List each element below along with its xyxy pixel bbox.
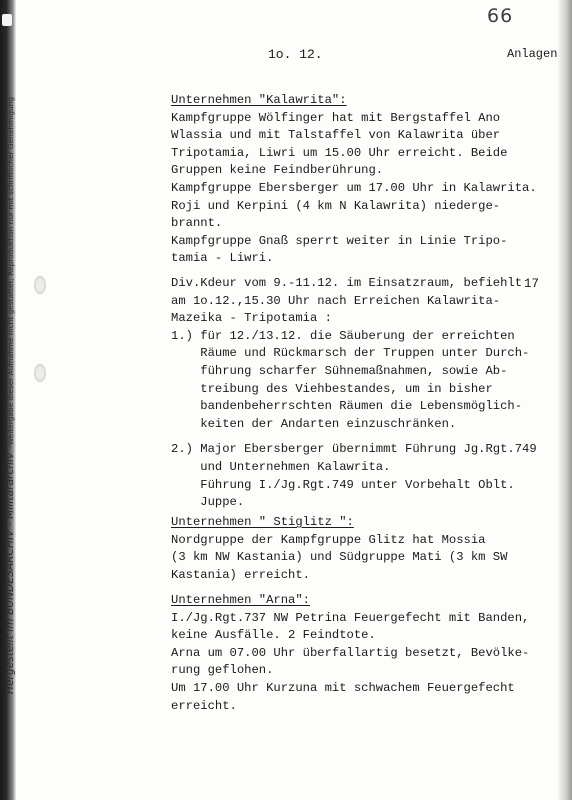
text-line: Arna um 07.00 Uhr überfallartig besetzt, Bevölke-: [171, 645, 530, 660]
text-line: tamia - Liwri.: [171, 251, 274, 266]
text-line: I./Jg.Rgt.737 NW Petrina Feuergefecht mit Banden,: [171, 610, 530, 625]
section-heading: Unternehmen "Arna":: [171, 593, 310, 607]
order-item-1: 1.) für 12./13.12. die Säuberung der erreichten: [171, 328, 515, 343]
text-line: Kastania) erreicht.: [171, 567, 310, 582]
section-arna: [171, 592, 531, 715]
text-line: führung scharfer Sühnemaßnahmen, sowie Ab-: [171, 363, 508, 378]
punch-hole-top: [34, 276, 46, 294]
text-line: bandenbeherrschten Räumen die Lebensmöglich-: [171, 399, 523, 414]
handwritten-page-number: 66: [487, 5, 514, 27]
section-stiglitz: [171, 514, 531, 584]
text-line: erreicht.: [171, 698, 237, 713]
section-kalawrita: [171, 92, 537, 268]
text-line: Um 17.00 Uhr Kurzuna mit schwachem Feuergefecht: [171, 680, 515, 695]
text-line: Räume und Rückmarsch der Truppen unter Durch-: [171, 346, 530, 361]
archive-stamp-note: Weitergabe dieser Aufnahme nicht gestattet; Reproduktion nur mit schriftlicher Genehmigung: [6, 96, 15, 446]
text-line: und Unternehmen Kalawrita.: [171, 459, 391, 474]
text-line: Juppe.: [171, 495, 245, 510]
text-line: keine Ausfälle. 2 Feindtote.: [171, 628, 376, 643]
text-line: rung geflohen.: [171, 663, 274, 678]
section-heading: Unternehmen " Stiglitz ":: [171, 515, 354, 529]
text-line: treibung des Viehbestandes, um in bisher: [171, 381, 493, 396]
text-line: Kampfgruppe Ebersberger um 17.00 Uhr in Kalawrita.: [171, 180, 537, 195]
text-line: am 1o.12.,15.30 Uhr nach Erreichen Kalawrita-: [171, 293, 501, 308]
order-item-2: 2.) Major Ebersberger übernimmt Führung Jg.Rgt.749: [171, 442, 537, 457]
section-heading: Unternehmen "Kalawrita":: [171, 93, 347, 107]
punch-hole-bottom: [34, 364, 46, 382]
text-line: Führung I./Jg.Rgt.749 unter Vorbehalt Oblt.: [171, 477, 515, 492]
text-line: Kampfgruppe Wölfinger hat mit Bergstaffel Ano: [171, 110, 501, 125]
margin-reference-number: 17: [524, 277, 540, 291]
text-line: Div.Kdeur vom 9.-11.12. im Einsatzraum, befiehlt: [171, 276, 523, 290]
text-line: brannt.: [171, 216, 223, 231]
archive-stamp-main: Hergestellt im BUNDESARCHIV - Militärarchiv -: [4, 445, 16, 694]
text-line: (3 km NW Kastania) und Südgruppe Mati (3 km SW: [171, 550, 508, 565]
date-heading: 1o. 12.: [268, 47, 323, 62]
archive-stamp: [4, 0, 24, 800]
text-line: Mazeika - Tripotamia :: [171, 311, 332, 326]
text-line: Roji und Kerpini (4 km N Kalawrita) niederge-: [171, 198, 501, 213]
text-line: Kampfgruppe Gnaß sperrt weiter in Linie Tripo-: [171, 233, 508, 248]
scan-right-edge: [558, 0, 572, 800]
text-line: Gruppen keine Feindberührung.: [171, 163, 384, 178]
text-line: keiten der Andarten einzuschränken.: [171, 416, 457, 431]
anlagen-label: Anlagen: [507, 47, 558, 61]
text-line: Nordgruppe der Kampfgruppe Glitz hat Mossia: [171, 532, 486, 547]
text-line: Wlassia und mit Talstaffel von Kalawrita über: [171, 128, 501, 143]
text-line: Tripotamia, Liwri um 15.00 Uhr erreicht. Beide: [171, 145, 508, 160]
